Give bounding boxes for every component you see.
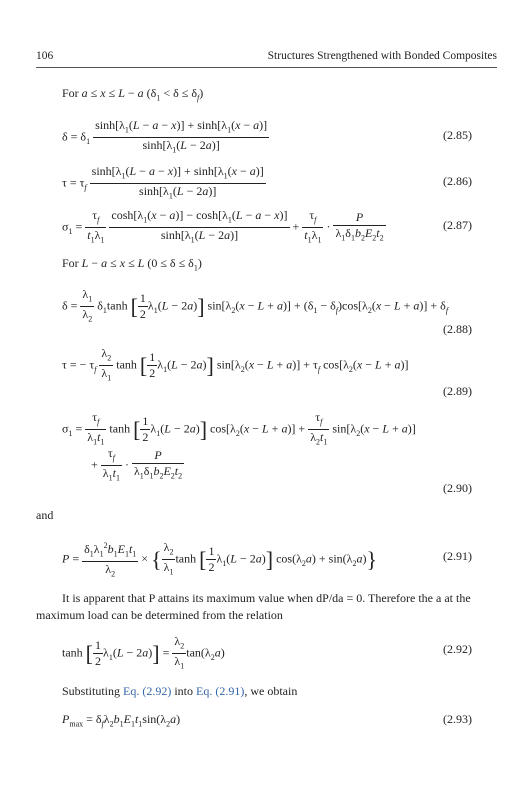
equation-number-2-88: (2.88) [443,322,472,336]
equation-2-92: tanh [ $\frac{1}{2}$ $\lambda_1(L - 2a)$] = $\frac{\lambda_2}{\lambda_1}$ $\tan(\lambda_2a)$ [62,634,225,671]
substituting-text-mid: into [171,684,197,698]
running-title: Structures Strengthened with Bonded Composites [267,50,497,62]
link-eq-2-92[interactable]: Eq. (2.92) [123,684,172,698]
link-eq-2-91[interactable]: Eq. (2.91) [196,684,245,698]
paragraph-substituting [62,684,297,699]
page-number: 106 [36,50,54,62]
header-rule [36,67,497,68]
equation-2-86: $\tau = \tau_f$ $\frac{\sinh[\lambda_1(L - a - x)] + \sinh[\lambda_1(x - a)]}{\sinh[\lambda_1(L - 2a)]}$ [62,164,264,201]
equation-2-89: τ = − $\tau_f$ $\frac{\lambda_2}{\lambda_1}$ tanh [ $\frac{1}{2}$ $\lambda_1(L - 2a)$] $\sin[\lambda_2(x - L + a)] + \tau_f$ $\cos[\lambda_2(x - L + a)]$ [62,346,409,383]
equation-number-2-90: (2.90) [443,481,472,495]
equation-number-2-87: (2.87) [443,218,472,232]
equation-2-90-line-2: + $\frac{\tau_f}{\lambda_1t_1}$ · $\frac{P}{\lambda_1\delta_1b_2E_2t_2}$ [91,446,183,483]
equation-2-91: P = $\frac{\delta_1\lambda_1^2b_1E_1t_1}{\lambda_2}$ × { $\frac{\lambda_2}{\lambda_1}$ tanh [ $\frac{1}{2}$ $\lambda_1(L - 2a)$] $\cos(\lambda_2a) + \sin(\lambda_2a)$} [62,540,378,579]
equation-2-88: δ = $\frac{\lambda_1}{\lambda_2}$ $\delta_1\tanh$ [ $\frac{1}{2}$ $\lambda_1(L - 2a)$] $\sin[\lambda_2(x - L + a)] + (\delta_1 - \delta_f)\cos[\lambda_2(x - L + a)] + \delta_f$ [62,287,449,324]
equation-2-93: $P_{max} = \delta_f\lambda_2b_1E_1t_1\sin(\lambda_2a)$ [62,712,181,729]
equation-2-90-line-1: $\sigma_1$ = $\frac{\tau_f}{\lambda_1t_1}$ tanh [ $\frac{1}{2}$ $\lambda_1(L - 2a)$] $\cos[\lambda_2(x - L + a)]$ + $\frac{\tau_f}{\lambda_2t_1}$ $\sin[\lambda_2(x - L + a)]$ [62,410,416,447]
equation-2-85: $\delta = \delta_1$ $\frac{\sinh[\lambda_1(L - a - x)] + \sinh[\lambda_1(x - a)]}{\sinh[\lambda_1(L - 2a)]}$ [62,118,268,155]
section-range-2: For L − a ≤ x ≤ L $(0 \le \delta \le \delta_1)$ [62,256,202,273]
substituting-text-end: , we obtain [244,684,298,698]
equation-number-2-89: (2.89) [443,384,472,398]
page-header [36,50,497,66]
connector-and: and [36,508,54,522]
substituting-text-start: Substituting [62,684,124,698]
paragraph-maximum-load: It is apparent that P attains its maximum value when dP/da = 0. Therefore the a at the maximum load can be determined from the relation [36,591,471,622]
equation-number-2-92: (2.92) [443,642,472,656]
equation-number-2-93: (2.93) [443,712,472,726]
equation-number-2-85: (2.85) [443,128,472,142]
equation-number-2-91: (2.91) [443,549,472,563]
equation-2-87: $\sigma_1$ = $\frac{\tau_f}{t_1\lambda_1}$ $\frac{\cosh[\lambda_1(x - a)] - \cosh[\lambda_1(L - a - x)]}{\sinh[\lambda_1(L - 2a)]}$ + $\frac{\tau_f}{t_1\lambda_1}$ · $\frac{P}{\lambda_1\delta_1b_2E_2t_2}$ [62,208,384,245]
section-range-1: For a ≤ x ≤ L − a $(\delta_1 < \delta \le \delta_f)$ [62,86,204,103]
equation-number-2-86: (2.86) [443,174,472,188]
